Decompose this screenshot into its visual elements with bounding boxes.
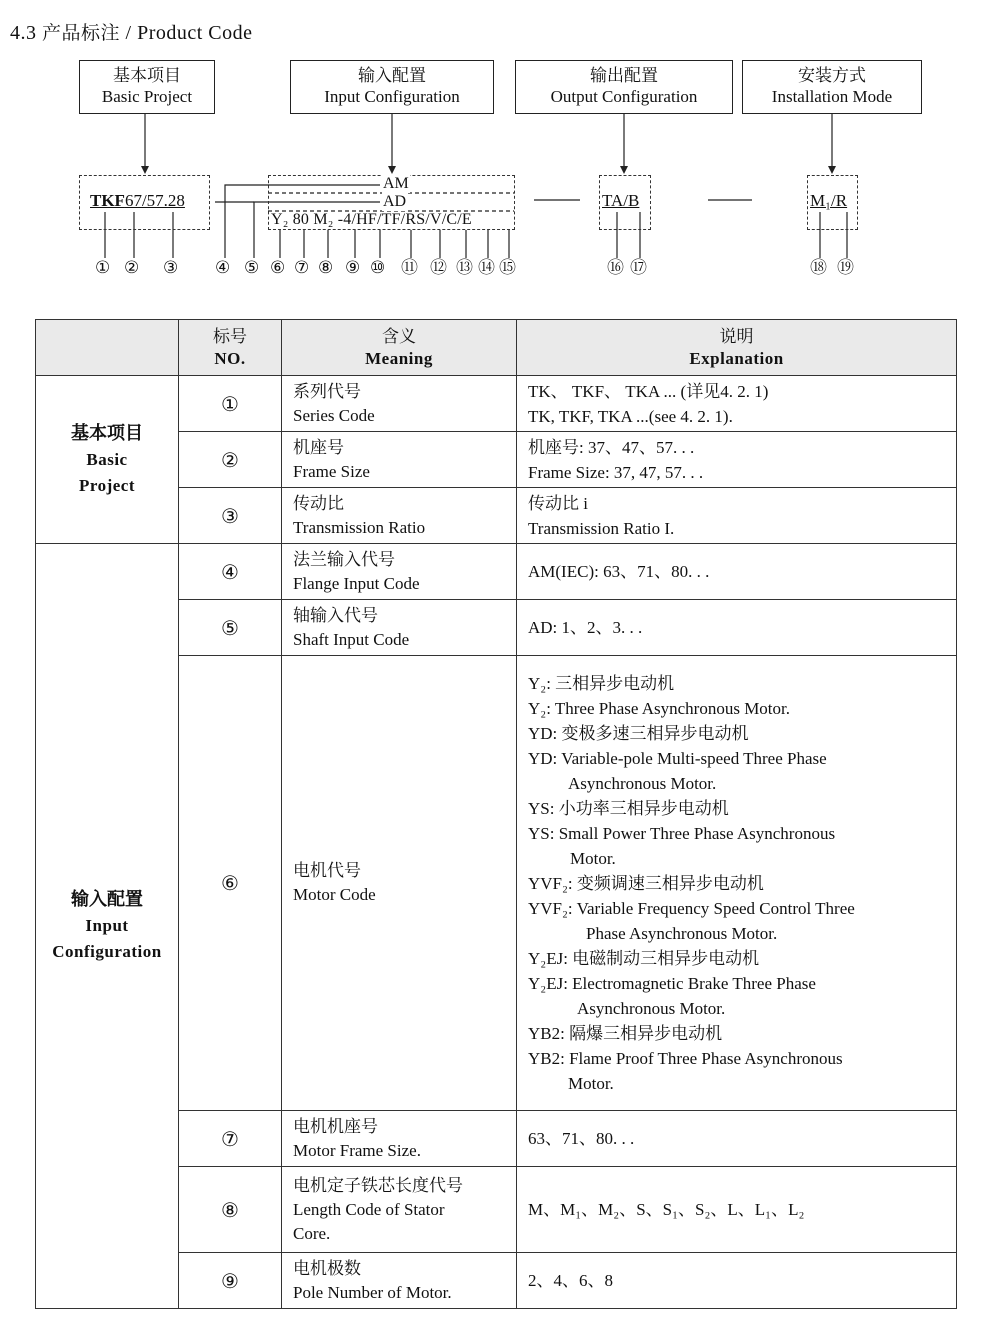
install-code: M₁/R — [810, 191, 848, 210]
row-meaning — [282, 1253, 517, 1309]
explanation-line: AD: 1、2、3. . . — [528, 618, 643, 637]
row-number: ⑤ — [179, 600, 282, 656]
installation-mode-en: Installation Mode — [771, 87, 893, 106]
marker-18: ⑱ — [810, 258, 827, 278]
meaning-cn: 机座号 — [293, 437, 344, 458]
explanation-line: Transmission Ratio I. — [528, 518, 675, 538]
basic-project-box — [79, 60, 215, 114]
group-input-configuration — [36, 544, 179, 1309]
explanation-line: Y₂: 三相异步电动机 — [528, 673, 675, 693]
marker-1: ① — [95, 258, 111, 278]
row-explanation — [517, 432, 957, 488]
marker-5: ⑤ — [244, 258, 260, 278]
row-number: ② — [179, 432, 282, 488]
output-code: TA/B — [602, 191, 640, 210]
meaning-en: Motor Code — [293, 885, 376, 904]
row-number: ⑥ — [179, 656, 282, 1111]
meaning-en: Transmission Ratio — [293, 517, 426, 537]
row-number: ① — [179, 376, 282, 432]
marker-11: ⑪ — [401, 258, 418, 278]
group-input-cn: 输入配置 — [71, 889, 143, 910]
explanation-line: M、M₁、M₂、S、S₁、S₂、L、L₁、L₂ — [528, 1200, 805, 1219]
output-config-en: Output Configuration — [550, 87, 698, 106]
meaning-en: Shaft Input Code — [293, 629, 410, 649]
header-explanation — [517, 320, 957, 376]
motor-code: Y₂ 80 M₂ -4/HF/TF/RS/V/C/E — [271, 211, 472, 228]
explanation-line: Phase Asynchronous Motor. — [586, 923, 778, 943]
group-input-en1: Input — [85, 916, 129, 935]
row-explanation — [517, 1167, 957, 1253]
meaning-en: Length Code of Stator — [293, 1199, 445, 1219]
table-row — [36, 544, 957, 600]
ad-label: AD — [383, 193, 407, 210]
marker-4: ④ — [215, 258, 231, 278]
explanation-line: 2、4、6、8 — [528, 1271, 613, 1290]
row-meaning — [282, 488, 517, 544]
meaning-en: Pole Number of Motor. — [293, 1282, 452, 1302]
row-number: ⑨ — [179, 1253, 282, 1309]
header-meaning-en: Meaning — [365, 348, 433, 368]
marker-19: ⑲ — [837, 258, 854, 278]
row-number: ⑧ — [179, 1167, 282, 1253]
explanation-line: Y₂: Three Phase Asynchronous Motor. — [528, 698, 791, 718]
explanation-line: YS: Small Power Three Phase Asynchronous — [528, 823, 836, 843]
row-number: ⑦ — [179, 1111, 282, 1167]
marker-12: ⑫ — [430, 258, 447, 278]
basic-project-en: Basic Project — [101, 87, 193, 106]
section-title-en: / Product Code — [125, 22, 253, 44]
row-explanation — [517, 656, 957, 1111]
row-explanation — [517, 488, 957, 544]
explanation-line: Y₂EJ: 电磁制动三相异步电动机 — [528, 948, 760, 968]
output-config-cn: 输出配置 — [590, 66, 658, 86]
explanation-line: YVF₂: 变频调速三相异步电动机 — [528, 873, 764, 893]
row-meaning — [282, 376, 517, 432]
explanation-line: Motor. — [568, 1073, 614, 1093]
basic-code — [90, 191, 185, 211]
explanation-line: YVF₂: Variable Frequency Speed Control Three — [528, 898, 855, 918]
header-meaning — [282, 320, 517, 376]
header-explanation-cn: 说明 — [719, 326, 754, 347]
output-configuration-box — [515, 60, 733, 114]
marker-2: ② — [124, 258, 140, 278]
meaning-en: Motor Frame Size. — [293, 1140, 421, 1160]
row-meaning — [282, 1167, 517, 1253]
explanation-line: YB2: 隔爆三相异步电动机 — [528, 1023, 723, 1043]
meaning-cn: 传动比 — [293, 493, 344, 514]
header-explanation-en: Explanation — [689, 348, 784, 368]
marker-6: ⑥ — [270, 258, 286, 278]
meaning-en: Frame Size — [293, 461, 370, 481]
basic-code-frame-ratio: 67/57.28 — [124, 191, 185, 210]
explanation-line: TK、 TKF、 TKA ... (详见4. 2. 1) — [528, 381, 769, 401]
section-number: 4.3 — [10, 22, 37, 44]
product-code-diagram — [0, 0, 990, 300]
product-code-table — [35, 319, 957, 1309]
row-meaning — [282, 432, 517, 488]
input-config-en: Input Configuration — [324, 87, 460, 106]
row-explanation — [517, 600, 957, 656]
marker-7: ⑦ — [294, 258, 310, 278]
meaning-cn: 电机机座号 — [293, 1116, 378, 1137]
input-configuration-box — [290, 60, 494, 114]
explanation-line: YD: 变极多速三相异步电动机 — [528, 723, 749, 743]
group-basic-en2: Project — [78, 475, 136, 495]
table-row — [36, 376, 957, 432]
marker-14: ⑭ — [478, 258, 495, 278]
marker-8: ⑧ — [318, 258, 334, 278]
explanation-line: 63、71、80. . . — [528, 1129, 635, 1148]
group-input-en2: Configuration — [52, 942, 162, 961]
marker-15: ⑮ — [499, 258, 516, 278]
row-meaning — [282, 600, 517, 656]
section-title-cn: 产品标注 — [42, 22, 121, 44]
meaning-cn: 电机极数 — [293, 1258, 361, 1279]
header-group-cell — [36, 320, 179, 376]
marker-16: ⑯ — [607, 258, 624, 278]
meaning-en: Series Code — [293, 405, 375, 425]
header-no-cn: 标号 — [213, 326, 247, 347]
row-explanation — [517, 1111, 957, 1167]
row-meaning — [282, 656, 517, 1111]
marker-17: ⑰ — [630, 258, 647, 278]
explanation-line: 机座号: 37、47、57. . . — [528, 437, 695, 457]
row-number: ③ — [179, 488, 282, 544]
explanation-line: Asynchronous Motor. — [568, 773, 717, 793]
explanation-line: YD: Variable-pole Multi-speed Three Phase — [528, 748, 827, 768]
explanation-line: Motor. — [570, 848, 616, 868]
row-meaning — [282, 544, 517, 600]
marker-9: ⑨ — [345, 258, 361, 278]
marker-3: ③ — [163, 258, 179, 278]
explanation-line: YS: 小功率三相异步电动机 — [528, 798, 729, 818]
explanation-line: AM(IEC): 63、71、80. . . — [528, 562, 710, 581]
basic-project-cn: 基本项目 — [113, 66, 181, 86]
header-no-en: NO. — [214, 348, 246, 368]
explanation-line: TK, TKF, TKA ...(see 4. 2. 1). — [528, 406, 733, 426]
group-basic-project — [36, 376, 179, 544]
row-explanation — [517, 544, 957, 600]
group-basic-cn: 基本项目 — [71, 422, 143, 444]
explanation-line: Frame Size: 37, 47, 57. . . — [528, 462, 704, 482]
meaning-cn: 电机定子铁芯长度代号 — [293, 1175, 463, 1196]
am-label: AM — [383, 175, 409, 192]
row-number: ④ — [179, 544, 282, 600]
explanation-line: 传动比 i — [528, 493, 588, 513]
meaning-cn: 法兰输入代号 — [293, 549, 395, 570]
installation-mode-cn: 安装方式 — [798, 66, 866, 86]
meaning-cn: 电机代号 — [293, 861, 361, 881]
row-meaning — [282, 1111, 517, 1167]
row-explanation — [517, 376, 957, 432]
header-meaning-cn: 含义 — [382, 326, 416, 347]
installation-mode-box — [742, 60, 922, 114]
group-basic-en1: Basic — [86, 449, 128, 469]
basic-code-series: TKF — [90, 191, 125, 210]
meaning-en: Flange Input Code — [293, 573, 420, 593]
row-explanation — [517, 1253, 957, 1309]
explanation-line: Asynchronous Motor. — [577, 998, 726, 1018]
header-no — [179, 320, 282, 376]
marker-10: ⑩ — [370, 258, 386, 278]
meaning-cn: 轴输入代号 — [293, 605, 378, 626]
input-config-cn: 输入配置 — [358, 66, 426, 86]
table-header-row — [36, 320, 957, 376]
meaning-cn: 系列代号 — [293, 381, 361, 402]
explanation-line: YB2: Flame Proof Three Phase Asynchronous — [528, 1048, 843, 1068]
meaning-en-cont: Core. — [293, 1223, 331, 1243]
marker-13: ⑬ — [456, 258, 473, 278]
explanation-line: Y₂EJ: Electromagnetic Brake Three Phase — [528, 973, 816, 993]
